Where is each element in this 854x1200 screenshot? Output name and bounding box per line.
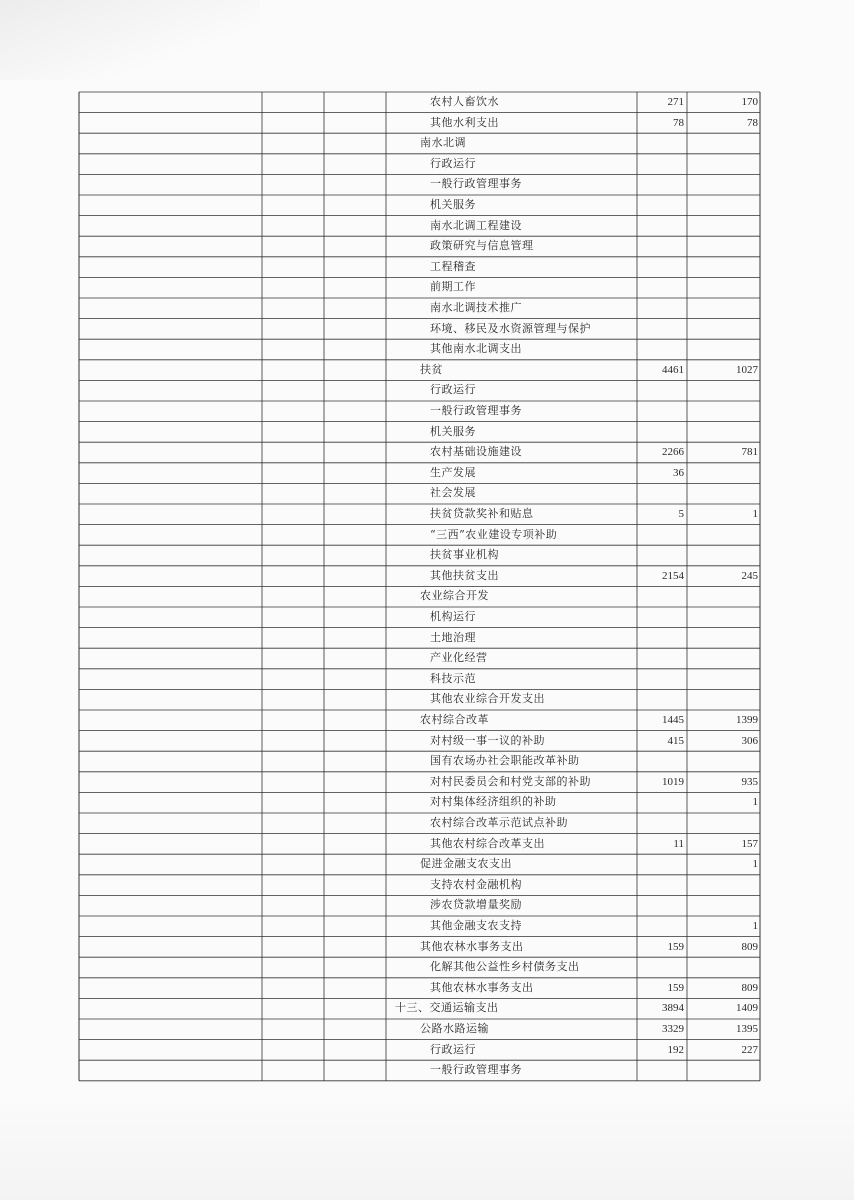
item-name: 对村集体经济组织的补助	[430, 795, 557, 809]
item-name: 南水北调工程建设	[430, 218, 522, 232]
item-name: 一般行政管理事务	[430, 177, 522, 191]
item-name: 其他农林水事务支出	[430, 980, 534, 994]
item-name: 行政运行	[430, 1042, 476, 1056]
item-name: 对村民委员会和村党支部的补助	[430, 774, 591, 788]
budget-value: 2154	[662, 569, 684, 582]
actual-value: 1	[752, 796, 758, 809]
actual-value: 935	[741, 775, 758, 788]
budget-value: 78	[673, 116, 684, 129]
actual-value: 1027	[736, 363, 758, 376]
budget-value: 1445	[662, 714, 684, 726]
actual-value: 78	[747, 116, 758, 129]
item-name: 一般行政管理事务	[430, 1063, 522, 1077]
actual-value: 1	[752, 920, 758, 932]
item-name: 机构运行	[430, 610, 476, 623]
item-name: 产业化经营	[430, 651, 488, 665]
item-name: 机关服务	[430, 198, 476, 211]
item-name: 政策研究与信息管理	[430, 239, 534, 253]
item-name: 十三、交通运输支出	[395, 1001, 499, 1015]
actual-value: 809	[741, 981, 758, 994]
actual-value: 1395	[736, 1023, 758, 1035]
item-name: 前期工作	[430, 280, 476, 294]
item-name: 涉农贷款增量奖励	[430, 898, 522, 912]
item-name: 农村综合改革	[420, 713, 489, 726]
item-name: 行政运行	[430, 383, 476, 397]
item-name: 南水北调	[420, 136, 466, 150]
budget-value: 415	[667, 734, 684, 747]
item-name: 农村人畜饮水	[430, 95, 499, 108]
item-name: 南水北调技术推广	[430, 301, 522, 314]
item-name: 其他金融支农支持	[430, 919, 522, 932]
item-name: 化解其他公益性乡村债务支出	[430, 960, 580, 974]
item-name: 其他农林水事务支出	[420, 939, 524, 953]
item-name: 扶贫贷款奖补和贴息	[430, 507, 534, 520]
item-name: 支持农村金融机构	[430, 877, 522, 891]
item-name: 科技示范	[430, 671, 476, 685]
item-name: 社会发展	[430, 486, 476, 500]
actual-value: 809	[741, 940, 758, 953]
budget-value: 2266	[662, 446, 684, 459]
actual-value: 781	[741, 446, 758, 459]
actual-value: 227	[741, 1043, 758, 1056]
budget-value: 36	[673, 466, 684, 479]
budget-value: 192	[667, 1043, 684, 1056]
budget-value: 3329	[662, 1023, 684, 1035]
item-name: 扶贫事业机构	[430, 548, 499, 562]
budget-value: 4461	[662, 363, 684, 376]
actual-value: 1399	[736, 714, 758, 726]
budget-value: 159	[667, 981, 684, 994]
budget-value: 159	[667, 940, 684, 953]
item-name: 其他农业综合开发支出	[430, 692, 545, 706]
item-name: 国有农场办社会职能改革补助	[430, 754, 580, 768]
actual-value: 306	[741, 734, 758, 747]
item-name: 促进金融支农支出	[420, 857, 512, 871]
item-name: 行政运行	[430, 156, 476, 170]
budget-value: 3894	[662, 1002, 684, 1015]
item-name: 其他农村综合改革支出	[430, 836, 545, 850]
item-name: 一般行政管理事务	[430, 404, 522, 417]
item-name: 其他南水北调支出	[430, 342, 522, 356]
item-name: 公路水路运输	[420, 1022, 489, 1035]
item-name: 环境、移民及水资源管理与保护	[430, 321, 591, 335]
item-name: “三西”农业建设专项补助	[430, 527, 558, 541]
actual-value: 157	[741, 837, 758, 850]
item-name: 生产发展	[430, 465, 476, 479]
budget-value: 5	[678, 508, 684, 520]
item-name: 农业综合开发	[420, 589, 489, 603]
budget-value: 11	[673, 837, 684, 850]
actual-value: 245	[741, 569, 758, 582]
actual-value: 1	[752, 858, 758, 871]
item-name: 对村级一事一议的补助	[430, 733, 545, 747]
item-name: 其他水利支出	[430, 115, 499, 129]
item-name: 其他扶贫支出	[430, 568, 499, 582]
budget-value: 1019	[662, 775, 684, 788]
budget-value: 271	[667, 96, 684, 108]
actual-value: 1	[752, 508, 758, 520]
item-name: 土地治理	[430, 630, 476, 644]
item-name: 农村基础设施建设	[430, 445, 522, 459]
item-name: 工程稽查	[430, 259, 476, 273]
item-name: 农村综合改革示范试点补助	[430, 816, 568, 829]
actual-value: 170	[741, 96, 758, 108]
item-name: 扶贫	[420, 362, 443, 376]
item-name: 机关服务	[430, 424, 476, 438]
actual-value: 1409	[736, 1002, 758, 1015]
